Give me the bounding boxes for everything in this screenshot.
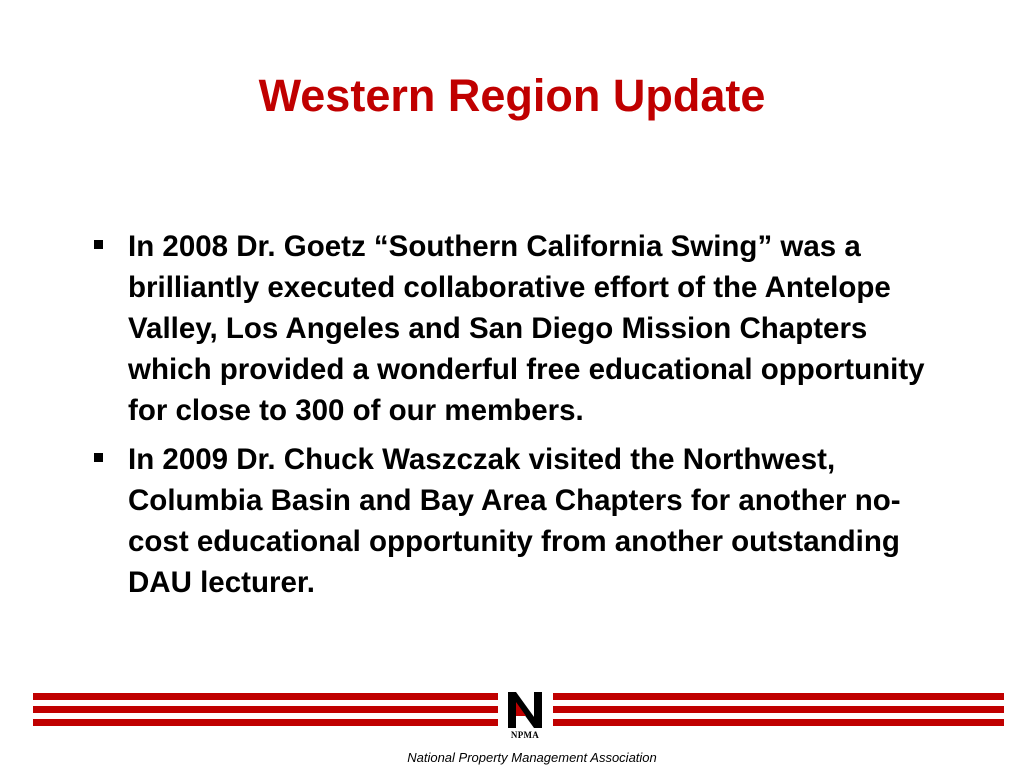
square-bullet-icon (94, 453, 103, 462)
logo-text: NPMA (510, 730, 540, 740)
bullet-item (90, 439, 930, 603)
red-stripe (33, 706, 498, 713)
npma-logo-icon (500, 690, 550, 730)
bullet-list (90, 226, 930, 611)
red-stripe (553, 706, 1004, 713)
red-stripe (553, 693, 1004, 700)
square-bullet-icon (94, 240, 103, 249)
bullet-text: In 2008 Dr. Goetz “Southern California Swing” was a brilliantly executed collaborative effort of the Antelope Valley, Los Angeles and San Diego Mission Chapters which provided a wonderful free educational opportunity for close to 300 of our members. (128, 230, 925, 427)
red-stripe (553, 719, 1004, 726)
organization-name: National Property Management Association (407, 750, 657, 765)
bullet-text: In 2009 Dr. Chuck Waszczak visited the Northwest, Columbia Basin and Bay Area Chapters for another no-cost educational opportunity from another outstanding DAU lecturer. (128, 443, 901, 599)
red-stripe (33, 693, 498, 700)
footer-stripes-left (33, 690, 498, 730)
footer-stripes-right (553, 690, 1004, 730)
red-stripe (33, 719, 498, 726)
bullet-item (90, 226, 930, 431)
slide-title: Western Region Update (258, 70, 766, 121)
npma-logo (500, 690, 550, 750)
